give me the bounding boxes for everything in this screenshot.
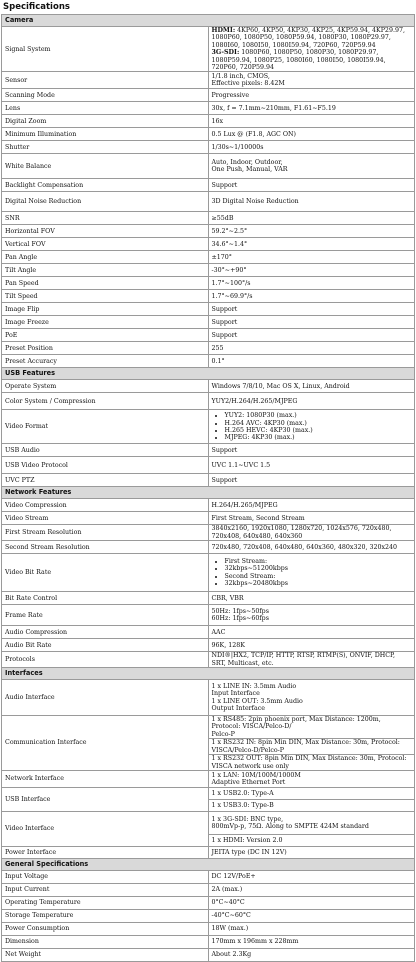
section-header: General Specifications [2,858,415,870]
spec-value-line: 3G-SDI: 1080P60, 1080P50, 1080P30, 1080P29.97, 1080P59.94, 1080P25, 1080I60, 1080I50, 1080I59.94, 720P60, 720P59.94 [211,49,386,72]
spec-value-line: Support [211,181,238,189]
spec-value [208,716,415,739]
spec-value-line: First Stream, Second Stream [211,514,305,522]
spec-value [208,592,415,605]
spec-value-line: 1 x USB2.0: Type-A [211,789,274,797]
spec-row [2,896,415,909]
spec-value [208,739,415,755]
spec-row [2,922,415,935]
spec-key: Storage Temperature [2,909,209,922]
spec-value [208,605,415,626]
spec-value-line: Support [211,305,238,313]
spec-row [2,554,415,592]
spec-value-line: 18W (max.) [211,925,249,933]
spec-value-line: 1 x RS232 OUT: 8pin Min DIN, Max Distance: 30m, Protocol: VISCA network use only [211,755,407,770]
spec-value-line: 0.5 Lux @ (F1.8, AGC ON) [211,130,296,138]
spec-key: Audio Interface [2,680,209,716]
spec-value [208,787,415,799]
spec-value-line: YUY2/H.264/H.265/MJPEG [211,397,298,405]
spec-value [208,355,415,368]
spec-value [208,27,415,72]
spec-key: SNR [2,212,209,225]
spec-value [208,909,415,922]
spec-value-line: ≥55dB [211,214,234,222]
spec-key: PoE [2,329,209,342]
spec-row [2,128,415,141]
spec-row [2,303,415,316]
spec-value [208,102,415,115]
spec-row [2,846,415,858]
spec-value [208,499,415,512]
spec-value [208,115,415,128]
spec-value-line: NDI®|HX2, TCP/IP, HTTP, RTSP, RTMP(S), ONVIF, DHCP, SRT, Multicast, etc. [211,652,396,667]
spec-value-line: 1/1.8 inch, CMOS, [211,73,270,81]
spec-value [208,380,415,393]
spec-value [208,935,415,948]
spec-value-line: 16x [211,117,224,125]
spec-value-line: 1/30s~1/10000s [211,143,264,151]
spec-row [2,787,415,799]
bullet-item: • H.265 HEVC: 4KP30 (max.) [225,427,412,434]
spec-value-line: 50Hz: 1fps~50fps [211,607,269,615]
spec-value [208,799,415,811]
spec-row [2,948,415,961]
spec-value-line: Input Interface [211,690,260,698]
spec-key: Shutter [2,141,209,154]
spec-value [208,303,415,316]
spec-value-line: About 2.3Kg [211,951,252,959]
spec-value-line: 1 x LAN: 10M/100M/1000M [211,771,301,779]
spec-value-line: Pelco-P [211,730,235,738]
spec-key: Signal System [2,27,209,72]
spec-row [2,410,415,444]
spec-key: Video Interface [2,811,209,846]
spec-key: Pan Angle [2,251,209,264]
spec-value-line: 1 x 3G-SDI: BNC type, [211,815,284,823]
spec-row [2,770,415,787]
spec-key: Power Consumption [2,922,209,935]
spec-value-line: Output Interface [211,704,266,712]
spec-table [1,14,415,962]
spec-value [208,870,415,883]
spec-value-line: H.264/H.265/MJPEG [211,501,278,509]
spec-value-line: 34.6°~1.4° [211,240,248,248]
spec-key: USB Audio [2,444,209,457]
spec-row [2,525,415,541]
spec-row [2,592,415,605]
spec-value-line: 1 x USB3.0: Type-B [211,801,274,809]
bullet-item: • Second Stream: [225,573,412,580]
spec-row [2,883,415,896]
spec-value [208,277,415,290]
spec-value [208,329,415,342]
spec-key: Digital Noise Reduction [2,192,209,212]
spec-row [2,179,415,192]
spec-value-line: CBR, VBR [211,594,244,602]
spec-row [2,870,415,883]
spec-value-line: Adaptive Ethernet Port [211,778,286,786]
spec-key: Audio Compression [2,626,209,639]
spec-value-line: Auto, Indoor, Outdoor, [211,159,283,167]
spec-row [2,393,415,410]
spec-value-line: 3840x2160, 1920x1080, 1280x720, 1024x576, 720x480, 720x408, 640x480, 640x360 [211,525,392,540]
bullet-item: • H.264 AVC: 4KP30 (max.) [225,420,412,427]
bullet-list [212,558,412,588]
spec-key: Minimum Illumination [2,128,209,141]
spec-row [2,329,415,342]
spec-value-line: Windows 7/8/10, Mac OS X, Linux, Android [211,382,350,390]
spec-key: Vertical FOV [2,238,209,251]
spec-value-line: 1.7°~100°/s [211,279,251,287]
spec-row [2,935,415,948]
spec-row [2,192,415,212]
spec-value [208,770,415,787]
spec-value [208,680,415,716]
spec-value [208,393,415,410]
spec-value-line: 30x, f = 7.1mm~210mm, F1.61~F5.19 [211,104,336,112]
spec-key: Audio Bit Rate [2,639,209,652]
spec-row [2,225,415,238]
spec-value-line: 3D Digital Noise Reduction [211,198,299,206]
spec-key: Video Format [2,410,209,444]
spec-value-line: -40°C~60°C [211,912,251,920]
spec-value-line: 1 x RS232 IN: 8pin Min DIN, Max Distance: 30m, Protocol: VISCA/Pelco-D/Pelco-P [211,739,400,754]
spec-row [2,639,415,652]
spec-value [208,639,415,652]
spec-key: Lens [2,102,209,115]
bullet-item: • First Stream: [225,558,412,565]
spec-row [2,102,415,115]
spec-row [2,541,415,554]
spec-value-line: Support [211,331,238,339]
spec-value-prefix: HDMI: [211,27,236,34]
spec-key: Pan Speed [2,277,209,290]
spec-value-line: 1 x HDMI: Version 2.0 [211,836,283,844]
spec-value [208,141,415,154]
spec-row [2,355,415,368]
spec-value-line: 1 x LINE OUT: 3.5mm Audio [211,697,303,705]
spec-value [208,444,415,457]
spec-value-line: -30°~+90° [211,266,247,274]
spec-row [2,238,415,251]
bullet-item: • 32kbps~51200kbps [225,565,412,572]
spec-value-line: One Push, Manual, VAR [211,166,288,174]
spec-key: USB Interface [2,787,209,811]
spec-value-line: 0°C~40°C [211,899,245,907]
spec-key: Video Bit Rate [2,554,209,592]
spec-value-line: AAC [211,628,226,636]
spec-row [2,457,415,474]
spec-key: Digital Zoom [2,115,209,128]
page-title: Specifications [3,2,70,12]
spec-key: Input Voltage [2,870,209,883]
spec-key: Video Compression [2,499,209,512]
section-header-row [2,487,415,499]
spec-row [2,251,415,264]
spec-row [2,72,415,89]
spec-row [2,605,415,626]
spec-key: Net Weight [2,948,209,961]
spec-row [2,499,415,512]
spec-row [2,290,415,303]
spec-value [208,316,415,329]
spec-row [2,316,415,329]
spec-value [208,811,415,834]
spec-key: USB Video Protocol [2,457,209,474]
spec-key: Protocols [2,652,209,668]
spec-row [2,342,415,355]
spec-key: Tilt Speed [2,290,209,303]
spec-row [2,141,415,154]
spec-key: UVC PTZ [2,474,209,487]
spec-value [208,342,415,355]
spec-row [2,277,415,290]
spec-key: Sensor [2,72,209,89]
spec-key: Power Interface [2,846,209,858]
spec-value-line: ±170° [211,253,232,261]
spec-value [208,154,415,179]
spec-value-line: 59.2°~2.5° [211,227,248,235]
spec-value [208,883,415,896]
spec-value [208,225,415,238]
section-header: Camera [2,15,415,27]
spec-row [2,512,415,525]
spec-value-line: 60Hz: 1fps~60fps [211,615,269,623]
spec-value [208,541,415,554]
spec-row [2,811,415,834]
spec-key: Bit Rate Control [2,592,209,605]
spec-value [208,474,415,487]
spec-value [208,896,415,909]
section-header-row [2,368,415,380]
spec-key: Communication Interface [2,716,209,771]
spec-value [208,457,415,474]
spec-key: Operate System [2,380,209,393]
spec-key: Video Stream [2,512,209,525]
spec-value [208,179,415,192]
bullet-item: • MJPEG: 4KP30 (max.) [225,434,412,441]
spec-value-line: Support [211,476,238,484]
spec-row [2,212,415,225]
spec-value-prefix: 3G-SDI: [211,49,240,57]
section-header-row [2,15,415,27]
spec-value-line: 720x480, 720x408, 640x480, 640x360, 480x320, 320x240 [211,543,398,551]
spec-value-line: 1 x LINE IN: 3.5mm Audio [211,682,297,690]
spec-row [2,716,415,739]
spec-value-line: Effective pixels: 8.42M [211,80,285,88]
spec-value [208,922,415,935]
spec-value-line: 255 [211,344,224,352]
spec-row [2,680,415,716]
spec-key: Second Stream Resolution [2,541,209,554]
section-header: USB Features [2,368,415,380]
spec-value [208,72,415,89]
spec-value-line: UVC 1.1~UVC 1.5 [211,461,271,469]
spec-key: Backlight Compensation [2,179,209,192]
spec-value [208,410,415,444]
spec-value [208,652,415,668]
bullet-item: • YUY2: 1080P30 (max.) [225,412,412,419]
spec-value-line: 170mm x 196mm x 228mm [211,938,299,946]
section-header-row [2,668,415,680]
spec-row [2,909,415,922]
spec-key: First Stream Resolution [2,525,209,541]
spec-value-line: Support [211,446,238,454]
spec-value [208,212,415,225]
spec-row [2,444,415,457]
spec-row [2,652,415,668]
spec-key: Dimension [2,935,209,948]
spec-value-line: DC 12V/PoE+ [211,873,256,881]
spec-value-line: 0.1° [211,357,225,365]
spec-value-line: Support [211,318,238,326]
spec-value [208,948,415,961]
spec-key: Color System / Compression [2,393,209,410]
spec-key: Scanning Mode [2,89,209,102]
spec-value [208,554,415,592]
bullet-list [212,412,412,442]
spec-key: Input Current [2,883,209,896]
spec-key: Preset Position [2,342,209,355]
spec-row [2,626,415,639]
spec-value [208,192,415,212]
spec-value [208,89,415,102]
spec-key: Tilt Angle [2,264,209,277]
spec-key: Network Interface [2,770,209,787]
spec-value-line: HDMI: 4KP60, 4KP50, 4KP30, 4KP25, 4KP59.94, 4KP29.97, 1080P60, 1080P50, 1080P59.94, 1080P30, 1080P29.97, 1080I60, 1080I50, 1080I59.94, 720P60, 720P59.94 [211,27,405,49]
spec-value-line: 1 x RS485: 2pin phoenix port, Max Distance: 1200m, Protocol: VISCA/Pelco-D/ [211,716,381,731]
spec-value [208,834,415,846]
spec-row [2,89,415,102]
spec-value-line: 2A (max.) [211,886,243,894]
spec-value [208,512,415,525]
spec-value [208,290,415,303]
spec-value-line: Progressive [211,91,250,99]
spec-value-line: JEITA type (DC IN 12V) [211,848,287,856]
spec-value-line: 800mVp-p, 75Ω. Along to SMPTE 424M standard [211,822,369,830]
spec-row [2,264,415,277]
spec-key: White Balance [2,154,209,179]
spec-value [208,525,415,541]
spec-row [2,115,415,128]
spec-value [208,755,415,771]
spec-key: Horizontal FOV [2,225,209,238]
spec-value [208,626,415,639]
spec-row [2,474,415,487]
section-header: Network Features [2,487,415,499]
spec-row [2,27,415,72]
spec-key: Preset Accuracy [2,355,209,368]
section-header: Interfaces [2,668,415,680]
spec-value [208,238,415,251]
spec-value [208,128,415,141]
spec-key: Image Flip [2,303,209,316]
spec-value-line: 96K, 128K [211,641,245,649]
spec-key: Image Freeze [2,316,209,329]
spec-value [208,264,415,277]
spec-key: Operating Temperature [2,896,209,909]
spec-key: Frame Rate [2,605,209,626]
spec-value [208,846,415,858]
spec-row [2,380,415,393]
section-header-row [2,858,415,870]
bullet-item: • 32kbps~20480kbps [225,580,412,587]
spec-value-line: 1.7°~69.9°/s [211,292,253,300]
spec-row [2,154,415,179]
spec-value [208,251,415,264]
